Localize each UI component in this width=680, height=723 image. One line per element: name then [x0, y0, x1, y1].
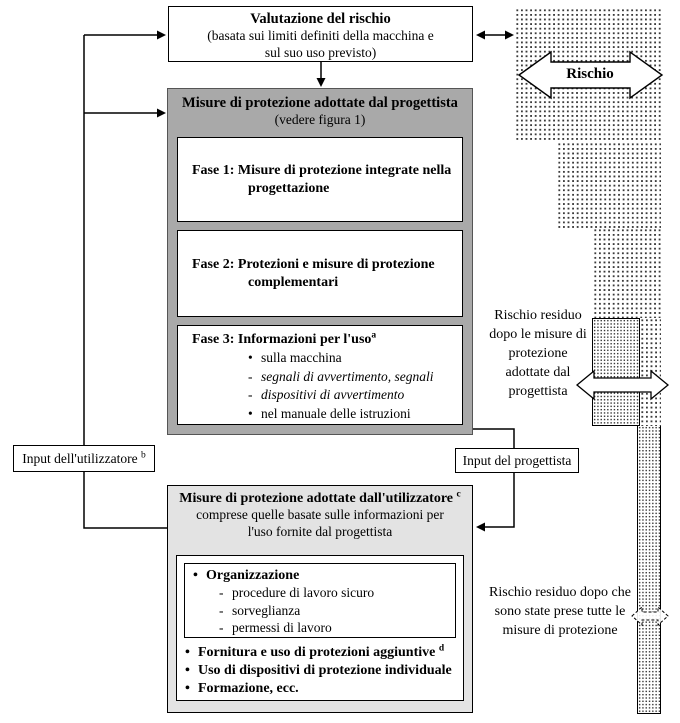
- fase2-text: [178, 256, 462, 292]
- designer-measures-subtitle: (vedere figura 1): [274, 112, 366, 127]
- dash-icon: -: [219, 585, 224, 600]
- user-measure-item: • Uso di dispositivi di protezione individuale: [185, 663, 452, 678]
- fase3-body: Informazioni per l'uso: [237, 332, 372, 347]
- organization-title: • Organizzazione: [193, 568, 300, 583]
- designer-input-box: [455, 448, 579, 473]
- bullet-icon: •: [185, 663, 190, 678]
- organization-items: [219, 584, 455, 637]
- user-measures-inner-box: [176, 555, 464, 701]
- user-input-box: [13, 445, 155, 472]
- fase3-item: • sulla macchina: [248, 349, 462, 368]
- arrowhead-into-valutazione: [157, 31, 166, 40]
- arrowhead-left: [476, 31, 485, 40]
- organization-item: - permessi di lavoro: [219, 620, 332, 635]
- designer-input-label: Input del progettista: [462, 452, 572, 468]
- arrowhead-down: [317, 78, 326, 87]
- fase2-body: Protezioni e misure di protezione complementari: [237, 256, 435, 290]
- bullet-icon: •: [185, 681, 190, 696]
- fase2-box: [177, 230, 463, 317]
- fase3-footnote-ref: a: [371, 330, 377, 341]
- fase1-box: [177, 137, 463, 222]
- dash-icon: -: [248, 387, 253, 402]
- risk-assessment-box: [168, 6, 473, 62]
- user-input-label: Input dell'utilizzatore $^b$: [22, 450, 146, 466]
- fase3-items: [248, 349, 462, 423]
- residual-risk-designer-label: Rischio residuo dopo le misure di protezione adottate dal progettista: [489, 308, 587, 399]
- user-measures-title: Misure di protezione adottate dall'utilizzatore $^c$: [179, 489, 461, 506]
- fase3-item: • nel manuale delle istruzioni: [248, 405, 462, 424]
- user-measures-subtitle: comprese quelle basate sulle informazioni per l'uso fornite dal progettista: [196, 507, 444, 539]
- user-measures-footnote-ref: c: [456, 489, 461, 500]
- user-measure-item: • Fornitura e uso di protezioni aggiuntive $^d$: [185, 643, 445, 660]
- arrowhead-into-user-box: [476, 523, 485, 532]
- risk-assessment-title: Valutazione del rischio: [250, 11, 391, 27]
- residual-risk-final-arrow: [632, 607, 668, 625]
- bullet-footnote-ref: d: [438, 643, 445, 654]
- organization-item: - procedure di lavoro sicuro: [219, 585, 375, 600]
- risk-assessment-subtitle: (basata sui limiti definiti della macchina e sul suo uso previsto): [207, 28, 434, 60]
- fase1-label: Fase 1:: [192, 162, 235, 178]
- dash-icon: -: [248, 368, 253, 384]
- dash-icon: -: [219, 620, 224, 635]
- fase3-box: [177, 325, 463, 425]
- risk-arrow-label: Rischio: [566, 66, 614, 82]
- fase3-item: - segnali di avvertimento, segnali: [248, 368, 462, 387]
- fase1-body: Misure di protezione integrate nella progettazione: [237, 162, 452, 196]
- user-input-footnote-ref: b: [140, 450, 146, 460]
- user-measure-item: • Formazione, ecc.: [185, 681, 299, 696]
- arrowhead-right: [505, 31, 514, 40]
- arrowhead-into-designer-box: [157, 109, 166, 118]
- user-measures-box: [167, 485, 473, 713]
- dash-icon: -: [219, 602, 224, 618]
- organization-box: [184, 563, 456, 638]
- fase3-label: Fase 3:: [192, 332, 235, 347]
- residual-risk-designer-arrow: [577, 371, 668, 399]
- fase3-title: [178, 331, 462, 349]
- designer-to-user-line: [473, 429, 514, 527]
- fase2-label: Fase 2:: [192, 256, 235, 272]
- designer-measures-box: [167, 88, 473, 435]
- bullet-icon: •: [248, 405, 253, 421]
- fase1-text: [178, 162, 462, 198]
- organization-item: - sorveglianza: [219, 602, 301, 618]
- fase3-item: - dispositivi di avvertimento: [248, 386, 462, 405]
- bullet-icon: •: [193, 568, 198, 583]
- designer-measures-title: Misure di protezione adottate dal progettista: [182, 95, 458, 111]
- bullet-icon: •: [248, 350, 253, 365]
- user-measures-bullets: [185, 644, 452, 698]
- residual-risk-final-label: Rischio residuo dopo che sono state prese tutte le misure di protezione: [489, 585, 631, 638]
- bullet-icon: •: [185, 645, 190, 660]
